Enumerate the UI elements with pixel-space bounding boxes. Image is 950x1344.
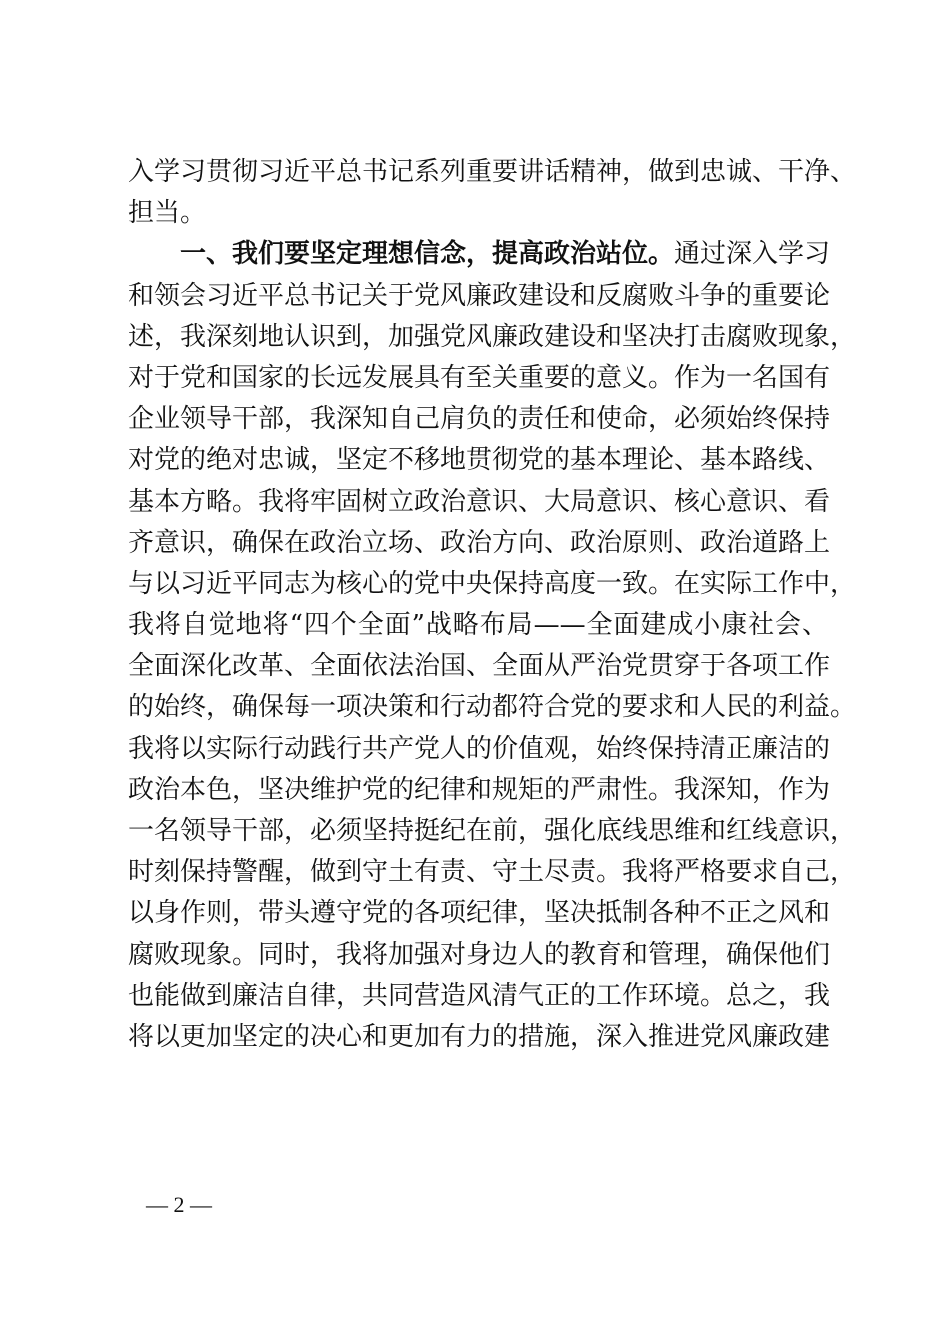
text-line: 齐意识，确保在政治立场、政治方向、政治原则、政治道路上 [128, 527, 831, 558]
section-heading-tail: 通过深入学习 [674, 239, 831, 270]
text-line: 政治本色，坚决维护党的纪律和规矩的严肃性。我深知，作为 [128, 774, 831, 805]
section-heading: 一、我们要坚定理想信念，提高政治站位。 [180, 239, 675, 270]
text-line: 基本方略。我将牢固树立政治意识、大局意识、核心意识、看 [128, 486, 831, 517]
body-text [128, 152, 857, 1058]
text-line: 企业领导干部，我深知自己肩负的责任和使命，必须始终保持 [128, 404, 831, 435]
text-line: 对于党和国家的长远发展具有至关重要的意义。作为一名国有 [128, 362, 831, 393]
text-line: 也能做到廉洁自律，共同营造风清气正的工作环境。总之，我 [128, 980, 831, 1011]
text-line: 的始终，确保每一项决策和行动都符合党的要求和人民的利益。 [128, 692, 857, 723]
text-line: 全面深化改革、全面依法治国、全面从严治党贯穿于各项工作 [128, 651, 831, 682]
text-line: 述，我深刻地认识到，加强党风廉政建设和坚决打击腐败现象， [128, 321, 857, 352]
text-line: 入学习贯彻习近平总书记系列重要讲话精神，做到忠诚、干净、 [128, 157, 857, 187]
text-line: 以身作则，带头遵守党的各项纪律，坚决抵制各种不正之风和 [128, 898, 831, 929]
text-line: 担当。 [128, 198, 207, 229]
text-line: 将以更加坚定的决心和更加有力的措施，深入推进党风廉政建 [128, 1021, 831, 1052]
text-line: 和领会习近平总书记关于党风廉政建设和反腐败斗争的重要论 [128, 280, 831, 311]
text-line: 一名领导干部，必须坚持挺纪在前，强化底线思维和红线意识， [128, 816, 857, 846]
text-line: 时刻保持警醒，做到守土有责、守土尽责。我将严格要求自己， [128, 857, 857, 888]
text-line: 我将以实际行动践行共产党人的价值观，始终保持清正廉洁的 [128, 733, 831, 764]
text-line: 腐败现象。同时，我将加强对身边人的教育和管理，确保他们 [128, 939, 831, 970]
text-line: 对党的绝对忠诚，坚定不移地贯彻党的基本理论、基本路线、 [128, 445, 831, 476]
page-number: — 2 — [146, 1192, 212, 1217]
text-line: 与以习近平同志为核心的党中央保持高度一致。在实际工作中， [128, 568, 857, 599]
section-heading-line [128, 234, 831, 275]
text-line: 我将自觉地将“四个全面”战略布局——全面建成小康社会、 [128, 610, 828, 641]
